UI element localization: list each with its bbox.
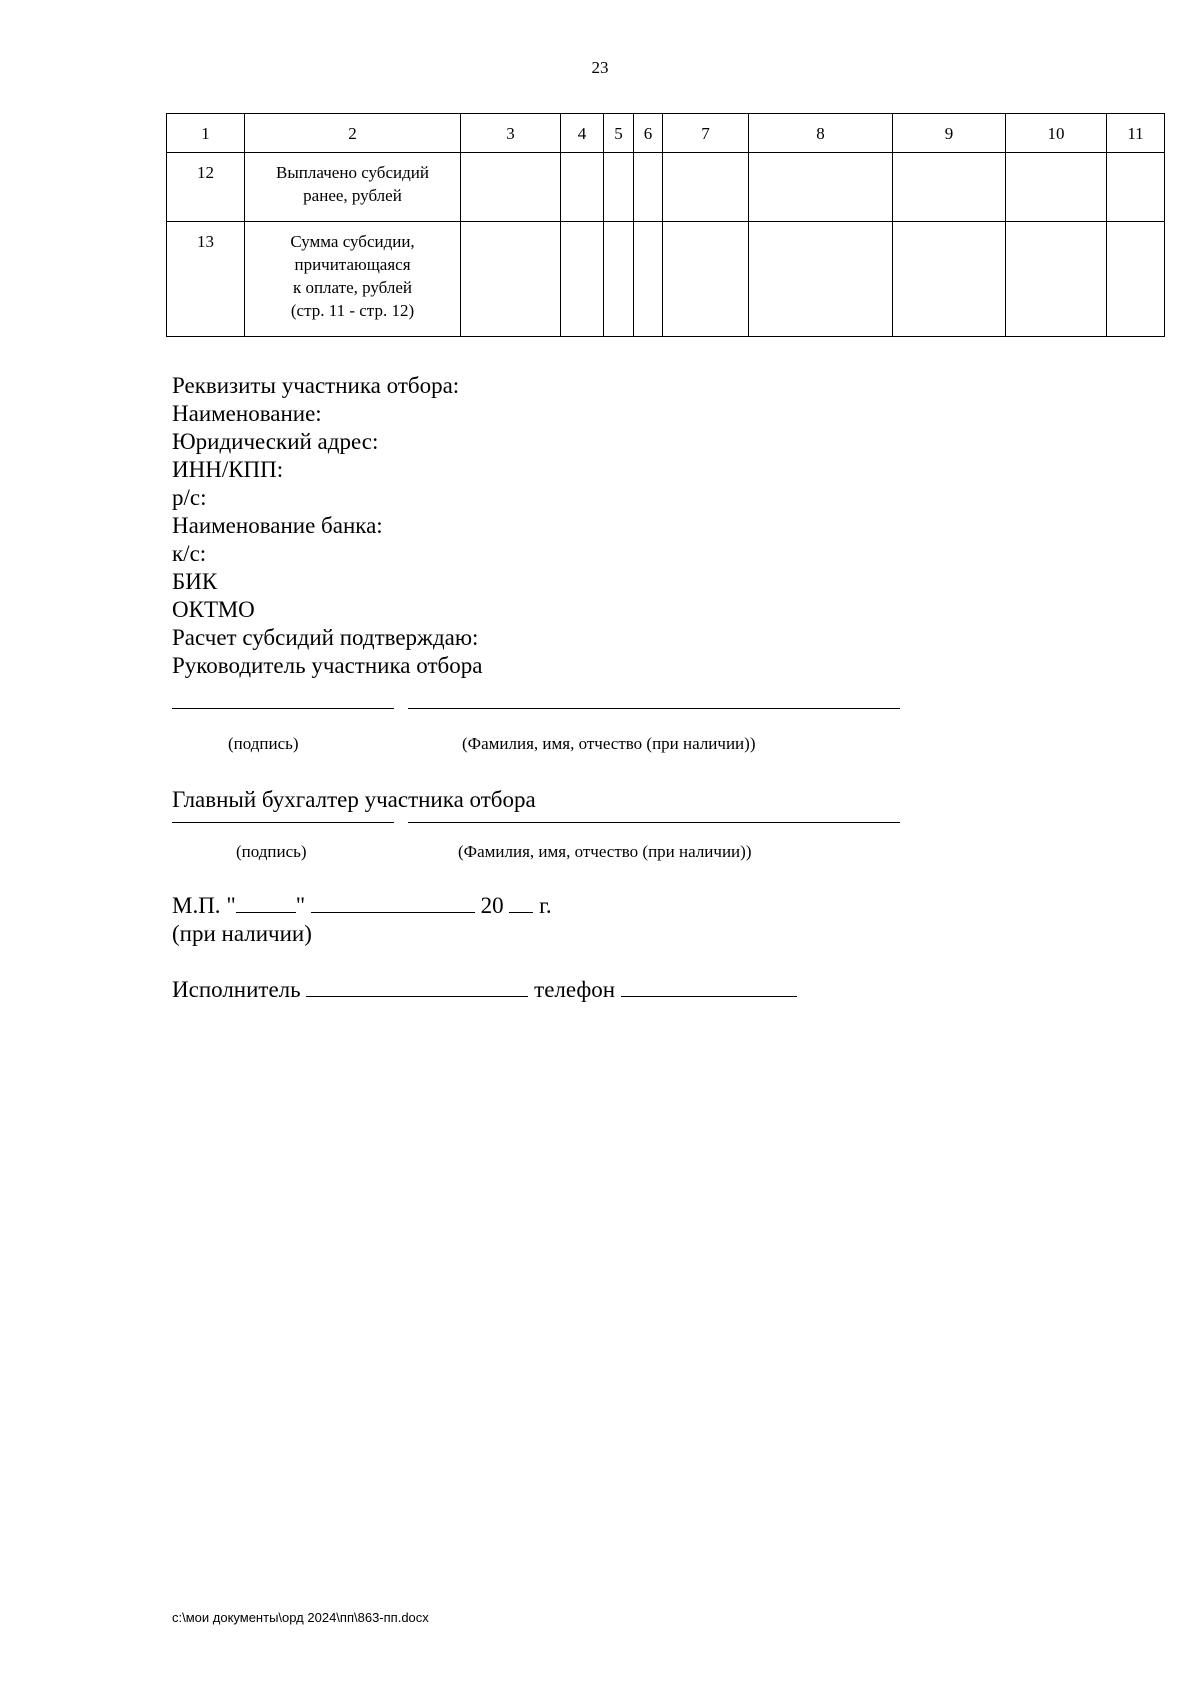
phone-label: телефон (534, 977, 616, 1002)
head-title: Руководитель участника отбора (172, 653, 483, 678)
table-cell (604, 153, 634, 222)
subsidy-table (166, 113, 1165, 337)
table-cell (634, 222, 663, 337)
table-cell (1107, 153, 1165, 222)
quote-close: " (295, 893, 306, 918)
table-header-cell: 2 (245, 114, 461, 153)
quote-open: " (226, 893, 236, 918)
signature-caption: (подпись) (236, 842, 307, 861)
row-label-line: (стр. 11 - стр. 12) (290, 301, 415, 320)
table-cell (749, 153, 893, 222)
table-header-cell: 3 (461, 114, 561, 153)
accountant-title: Главный бухгалтер участника отбора (172, 787, 536, 812)
signature-line (172, 708, 394, 709)
table-header-cell: 8 (749, 114, 893, 153)
footer-file-path: c:\мои документы\орд 2024\пп\863-пп.docx (172, 1610, 429, 1625)
confirm-statement: Расчет субсидий подтверждаю: (172, 625, 479, 650)
requisite-bik: БИК (172, 569, 218, 594)
row-label-line: причитающаяся (294, 255, 411, 274)
stamp-note: (при наличии) (172, 921, 312, 946)
table-header-cell: 7 (663, 114, 749, 153)
year-suffix: г. (539, 893, 552, 918)
table-cell (604, 222, 634, 337)
executor-line (172, 976, 797, 1004)
table-cell (893, 222, 1006, 337)
table-cell (561, 222, 604, 337)
requisite-inn-kpp: ИНН/КПП: (172, 457, 284, 482)
table-header-cell: 10 (1006, 114, 1107, 153)
signature-caption: (подпись) (228, 734, 299, 753)
table-cell (561, 153, 604, 222)
row-label-line: Выплачено субсидий (276, 163, 429, 182)
table-header-cell: 6 (634, 114, 663, 153)
requisite-name: Наименование: (172, 401, 322, 426)
table-cell (461, 153, 561, 222)
row-label-line: Сумма субсидии, (290, 232, 415, 251)
row-label (245, 153, 461, 222)
table-row (167, 153, 1165, 222)
requisite-legal-address: Юридический адрес: (172, 429, 379, 454)
day-blank (236, 892, 296, 913)
requisite-corr-account: к/с: (172, 541, 207, 566)
page-number: 23 (591, 58, 609, 77)
phone-blank (621, 976, 797, 997)
row-label-line: ранее, рублей (303, 186, 402, 205)
row-label (245, 222, 461, 337)
table-header-cell: 4 (561, 114, 604, 153)
table-cell (1107, 222, 1165, 337)
table-header-cell: 11 (1107, 114, 1165, 153)
table-row (167, 222, 1165, 337)
requisite-oktmo: ОКТМО (172, 597, 255, 622)
requisite-bank-name: Наименование банка: (172, 513, 383, 538)
name-caption: (Фамилия, имя, отчество (при наличии)) (462, 734, 756, 753)
row-number: 13 (167, 222, 245, 337)
table-header-cell: 1 (167, 114, 245, 153)
name-line (408, 708, 900, 709)
month-blank (311, 892, 475, 913)
row-label-line: к оплате, рублей (292, 278, 413, 297)
name-caption: (Фамилия, имя, отчество (при наличии)) (458, 842, 752, 861)
requisites-title: Реквизиты участника отбора: (172, 373, 460, 398)
table-header-cell: 5 (604, 114, 634, 153)
table-cell (634, 153, 663, 222)
table-cell (1006, 153, 1107, 222)
requisite-account: р/с: (172, 485, 207, 510)
table-cell (461, 222, 561, 337)
head-signature-row (172, 708, 902, 753)
table-cell (893, 153, 1006, 222)
table-header-cell: 9 (893, 114, 1006, 153)
row-number: 12 (167, 153, 245, 222)
executor-blank (306, 976, 528, 997)
table-cell (1006, 222, 1107, 337)
stamp-date-line (172, 892, 552, 920)
executor-label: Исполнитель (172, 977, 301, 1002)
year-prefix: 20 (480, 893, 504, 918)
table-header-row (167, 114, 1165, 153)
mp-label: М.П. (172, 893, 221, 918)
requisites-block (172, 372, 482, 680)
table-cell (663, 153, 749, 222)
name-line (408, 822, 900, 823)
year-blank (509, 892, 533, 913)
table-cell (749, 222, 893, 337)
signature-line (172, 822, 394, 823)
accountant-signature-row (172, 822, 902, 861)
table-cell (663, 222, 749, 337)
